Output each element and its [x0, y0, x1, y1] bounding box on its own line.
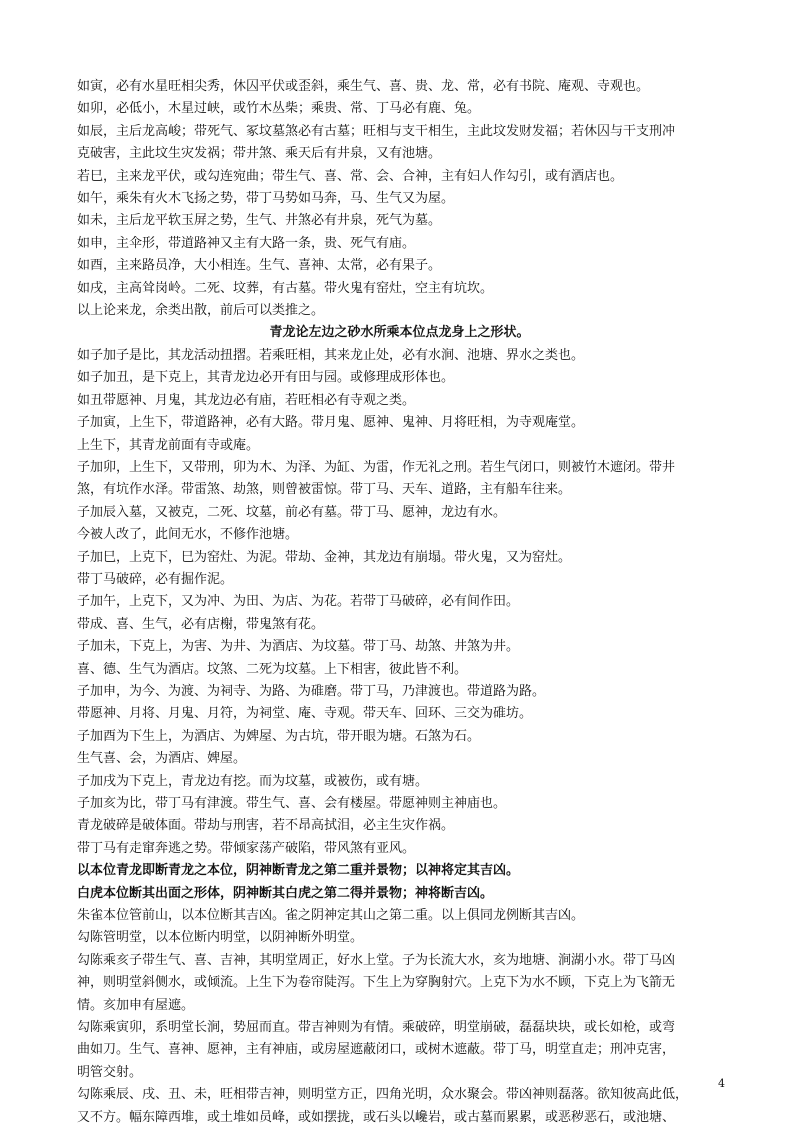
bold-line: 白虎本位断其出面之形体，阴神断其白虎之第二得并景物；神将断吉凶。 [77, 885, 494, 901]
text-line: 如卯，必低小，木星过峡，或竹木丛柴；乘贵、常、丁马必有鹿、兔。 [77, 101, 481, 117]
text-line: 如子加丑，是下克上，其青龙边必开有田与园。或修理成形体也。 [77, 370, 455, 386]
text-line: 克破害，主此坟生灾发祸；带井煞、乘天后有井泉，又有池塘。 [77, 146, 442, 162]
text-line: 带丁马破碎，必有掘作泥。 [77, 571, 234, 587]
text-line: 若巳，主来龙平伏，或勾连宛曲；带生气、喜、常、会、合神，主有妇人作勾引，或有酒店也。 [77, 168, 624, 184]
text-line: 今被人改了，此间无水，不修作池塘。 [77, 527, 299, 543]
text-line: 勾陈管明堂，以本位断内明堂，以阴神断外明堂。 [77, 930, 364, 946]
text-line: 以上论来龙，余类出散，前后可以类推之。 [77, 303, 325, 319]
text-line: 如未，主后龙平软玉屏之势，生气、井煞必有井泉，死气为墓。 [77, 213, 442, 229]
text-line: 神，则明堂斜侧水，或倾流。上生下为卷帘陡泻。下生上为穿胸射穴。上克下为水不顾，下克上为飞箭无 [77, 975, 676, 991]
text-line: 喜、德、生气为酒店。坟煞、二死为坟墓。上下相害，彼此皆不利。 [77, 661, 468, 677]
text-line: 子加寅，上生下，带道路神，必有大路。带月鬼、愿神、鬼神、月将旺相，为寺观庵堂。 [77, 415, 585, 431]
bold-line: 以本位青龙即断青龙之本位，阴神断青龙之第二重并景物；以神将定其吉凶。 [77, 863, 520, 879]
document-body [77, 76, 722, 1129]
text-line: 生气喜、会，为酒店、婢屋。 [77, 751, 247, 767]
text-line: 勾陈乘寅卯，系明堂长涧，势屈而直。带吉神则为有情。乘破碎，明堂崩破，磊磊块块，或长如枪，或弯 [77, 1020, 676, 1036]
text-line: 带愿神、月将、月鬼、月符，为祠堂、庵、寺观。带天车、回环、三交为碓坊。 [77, 706, 533, 722]
text-line: 子加午，上克下，又为冲、为田、为店、为花。若带丁马破碎，必有间作田。 [77, 594, 520, 610]
text-line: 子加戌为下克上，青龙边有挖。而为坟墓，或被伤，或有塘。 [77, 773, 429, 789]
text-line: 青龙破碎是破体面。带劫与刑害，若不昂高拭泪，必主生灾作祸。 [77, 818, 455, 834]
text-line: 明管交射。 [77, 1064, 143, 1080]
text-line: 朱雀本位管前山，以本位断其吉凶。雀之阴神定其山之第二重。以上俱同龙例断其吉凶。 [77, 908, 585, 924]
text-line: 如丑带愿神、月鬼，其龙边必有庙，若旺相必有寺观之类。 [77, 392, 416, 408]
text-line: 如申，主伞形，带道路神又主有大路一条，贵、死气有庙。 [77, 235, 416, 251]
text-line: 子加酉为下生上，为酒店、为婢屋、为古坑，带开眼为塘。石煞为石。 [77, 728, 481, 744]
text-line: 上生下，其青龙前面有寺或庵。 [77, 437, 260, 453]
text-line: 如子加子是比，其龙活动扭摺。若乘旺相，其来龙止处，必有水涧、池塘、界水之类也。 [77, 347, 585, 363]
text-line: 勾陈乘亥子带生气、喜、吉神，其明堂周正，好水上堂。子为长流大水，亥为地塘、涧湖小水。带丁马凶 [77, 952, 676, 968]
text-line: 煞，有坑作水泽。带雷煞、劫煞，则曾被雷惊。带丁马、天车、道路，主有船车往来。 [77, 482, 572, 498]
text-line: 子加申，为今、为渡、为祠寺、为路、为碓磨。带丁马，乃津渡也。带道路为路。 [77, 683, 546, 699]
text-line: 如辰，主后龙高峻；带死气、冢坟墓煞必有古墓；旺相与支干相生，主此坟发财发福；若休囚与干支刑冲 [77, 123, 676, 139]
text-line: 又不方。幅东障西堆，或土堆如员峰，或如摆拢，或石头以巉岩，或古墓而累累，或恶秽恶石，或池塘、 [77, 1109, 676, 1125]
section-heading: 青龙论左边之砂水所乘本位点龙身上之形状。 [269, 325, 530, 341]
text-line: 如午，乘朱有火木飞扬之势，带丁马势如马奔，马、生气又为屋。 [77, 191, 455, 207]
text-line: 情。亥加申有屋遮。 [77, 997, 195, 1013]
text-line: 带成、喜、生气，必有店榭，带鬼煞有花。 [77, 616, 325, 632]
text-line: 子加辰入墓，又被克，二死、坟墓，前必有墓。带丁马、愿神，龙边有水。 [77, 504, 507, 520]
text-line: 子加巳，上克下，巳为窑灶、为泥。带劫、金神，其龙边有崩塌。带火鬼，又为窑灶。 [77, 549, 572, 565]
text-line: 曲如刀。生气、喜神、愿神，主有神庙，或房屋遮蔽闭口，或树木遮蔽。带丁马，明堂直走；刑冲克害， [77, 1042, 676, 1058]
text-line: 子加卯，上生下，又带刑，卯为木、为泽、为缸、为雷，作无礼之刑。若生气闭口，则被竹木遮闭。带井 [77, 459, 676, 475]
text-line: 带丁马有走窜奔逃之势。带倾家荡产破陷，带风煞有亚风。 [77, 840, 416, 856]
text-line: 子加亥为比，带丁马有津渡。带生气、喜、会有楼屋。带愿神则主神庙也。 [77, 796, 507, 811]
text-line: 子加未，下克上，为害、为井、为酒店、为坟墓。带丁马、劫煞、井煞为井。 [77, 639, 520, 655]
page-number: 4 [718, 1077, 725, 1090]
text-line: 如寅，必有水星旺相尖秀，休囚平伏或歪斜，乘生气、喜、贵、龙、常，必有书院、庵观、寺观也。 [77, 79, 650, 94]
text-line: 如酉，主来路员净，大小相连。生气、喜神、太常，必有果子。 [77, 258, 442, 274]
text-line: 勾陈乘辰、戌、丑、未，旺相带吉神，则明堂方正，四角光明，众水聚会。带凶神则磊落。欲知彼高此低， [77, 1087, 689, 1103]
text-line: 如戌，主高耸岗岭。二死、坟葬，有古墓。带火鬼有窑灶，空主有坑坎。 [77, 280, 494, 296]
